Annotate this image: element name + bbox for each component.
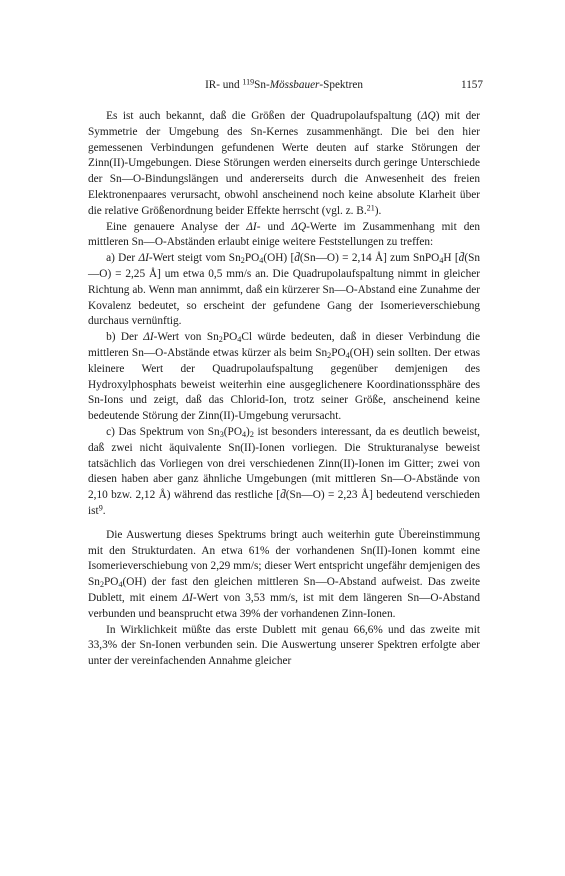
body-text [88, 109, 480, 670]
paragraph: a) Der ΔI-Wert steigt vom $Sn_2PO_4(OH)$ [d̄(Sn—O) = 2,14 Å] zum SnPO$_4$H [d̄(Sn—O) = 2,25 Å] um etwa 0,5 mm/s an. Die Quadrupolaufspaltung nimmt in gleicher Richtung ab. Wenn man annimmt, daß ein kürzerer Sn—O-Abstand eine Zunahme der Kovalenz bedeutet, so erscheint der gefundene Gang der Isomerieverschiebung durchaus vernünftig. [88, 252, 481, 328]
page-number: 1157 [461, 79, 483, 91]
paragraph: Eine genauere Analyse der ΔI- und ΔQ-Werte im Zusammenhang mit den mittleren Sn—O-Abständen erlaubt einige weitere Feststellungen zu treffen: [88, 220, 480, 249]
paragraph: Es ist auch bekannt, daß die Größen der Quadrupolaufspaltung (ΔQ) mit der Symmetrie der Umgebung des Sn-Kernes zusammenhängt. Die bei den hier gemessenen Verbindungen gefundenen Werte deuten auf starke Störungen der Zinn(II)-Umgebungen. Diese Störungen werden einerseits durch geringe Unterschiede der Sn—O-Bindungslängen und andererseits durch die Anwesenheit des freien Elektronenpaares verursacht, obwohl anscheinend noch keine absolute Klarheit über die relative Größenordnung beider Effekte herrscht (vgl. z. B.$^{21}$). [88, 110, 481, 217]
paragraph: c) Das Spektrum von $Sn_3(PO_4)_2$ ist besonders interessant, da es deutlich beweist, daß zwei nicht äquivalente Sn(II)-Ionen vorliegen. Die Strukturanalyse beweist tatsächlich das Vorliegen von drei verschiedenen Zinn(II)-Ionen im Gitter; zwei von diesen haben aber ganz ähnliche Umgebungen (mit mittleren Sn—O-Abstände von 2,10 bzw. 2,12 Å) während das restliche [d̄(Sn—O) = 2,23 Å] bedeutend verschieden ist$^9$. [88, 425, 480, 517]
paragraph: b) Der ΔI-Wert von $Sn_2PO_4Cl$ würde bedeuten, daß in dieser Verbindung die mittleren Sn—O-Abstände etwas kürzer als beim $Sn_2PO_4(OH)$ sein sollten. Der etwas kleinere Wert der Quadrupolaufspaltung gegenüber demjenigen des Hydroxylphosphats beweist weiterhin eine ausgeglichenere Koordinationssphäre des Sn-Ions und zeigt, daß das Chlorid-Ion, trotz seiner Größe, anscheinend keine bedeutende Störung der Zinn(II)-Umgebung verursacht. [88, 331, 480, 423]
paragraph: Die Auswertung dieses Spektrums bringt auch weiterhin gute Übereinstimmung mit den Strukturdaten. An etwa 61% der vorhandenen Sn(II)-Ionen kommt eine Isomerieverschiebung von 2,29 mm/s; dieser Wert entspricht ungefähr demjenigen des $Sn_2PO_4(OH)$ der fast den gleichen mittleren Sn—O-Abstand aufweist. Das zweite Dublett, mit einem ΔI-Wert von 3,53 mm/s, ist mit dem längeren Sn—O-Abstand verbunden und beansprucht etwa 39% der vorhandenen Zinn-Ionen. [88, 528, 480, 620]
running-title: IR- und $^{119}$Sn-Mössbauer-Spektren [205, 77, 363, 91]
paragraph: In Wirklichkeit müßte das erste Dublett mit genau 66,6% und das zweite mit 33,3% der Sn-Ionen verbunden sein. Die Auswertung unserer Spektren erfolgte aber unter der vereinfachenden Annahme gleicher [88, 623, 480, 668]
running-header [88, 77, 483, 92]
